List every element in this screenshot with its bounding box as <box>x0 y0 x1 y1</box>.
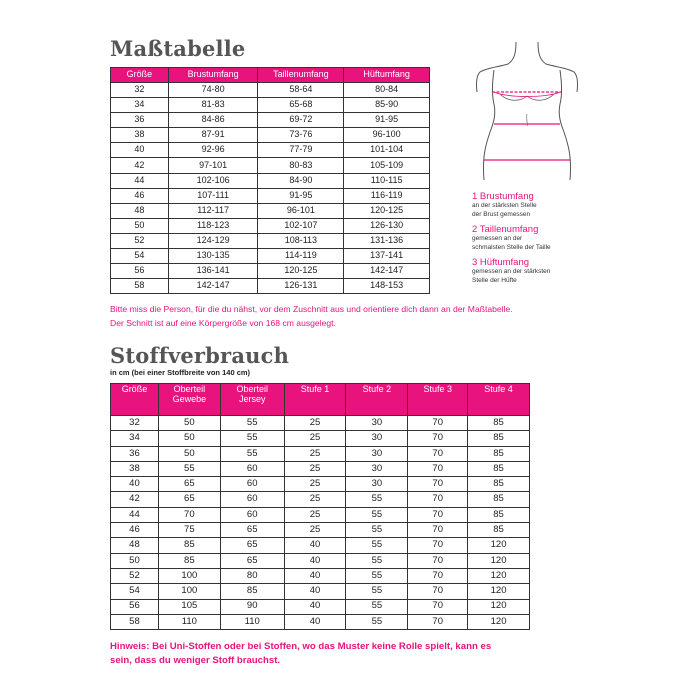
table-cell: 91-95 <box>258 188 344 203</box>
table-cell: 91-95 <box>344 113 430 128</box>
legend-item <box>472 191 602 219</box>
table-cell: 40 <box>284 584 346 599</box>
table-cell: 58 <box>111 614 159 629</box>
table-cell: 40 <box>284 553 346 568</box>
table-cell: 80 <box>220 568 284 583</box>
table-cell: 70 <box>408 584 468 599</box>
mass-header-cell: Größe <box>111 68 169 83</box>
table-cell: 30 <box>346 431 408 446</box>
table-cell: 55 <box>346 507 408 522</box>
table-cell: 70 <box>408 507 468 522</box>
table-cell: 74-80 <box>168 83 258 98</box>
table-cell: 34 <box>111 431 159 446</box>
stoff-header-cell: Stufe 1 <box>284 384 346 416</box>
table-cell: 65-68 <box>258 98 344 113</box>
mass-table-title: Maßtabelle <box>110 36 246 61</box>
table-cell: 120 <box>468 538 530 553</box>
table-cell: 80-83 <box>258 158 344 173</box>
table-cell: 54 <box>111 584 159 599</box>
stoff-header-cell: Stufe 4 <box>468 384 530 416</box>
table-cell: 107-111 <box>168 188 258 203</box>
mass-header-cell: Hüftumfang <box>344 68 430 83</box>
table-cell: 70 <box>408 461 468 476</box>
legend-title: 1 Brustumfang <box>472 191 534 202</box>
table-cell: 85 <box>468 507 530 522</box>
stoff-table-row <box>111 446 530 461</box>
table-cell: 40 <box>284 568 346 583</box>
measurement-note <box>110 302 630 330</box>
table-cell: 25 <box>284 523 346 538</box>
table-cell: 30 <box>346 461 408 476</box>
legend-item <box>472 224 602 252</box>
legend-title: 2 Taillenumfang <box>472 224 539 235</box>
stoff-table-row <box>111 416 530 431</box>
table-cell: 70 <box>408 568 468 583</box>
table-cell: 25 <box>284 431 346 446</box>
table-cell: 42 <box>111 158 169 173</box>
table-cell: 55 <box>346 538 408 553</box>
table-cell: 65 <box>220 538 284 553</box>
table-cell: 32 <box>111 83 169 98</box>
table-cell: 137-141 <box>344 249 430 264</box>
table-cell: 84-86 <box>168 113 258 128</box>
table-cell: 85-90 <box>344 98 430 113</box>
table-cell: 85 <box>158 553 220 568</box>
note-line: Bitte miss die Person, für die du nähst, vor dem Zuschnitt aus und orientiere dich dann an der Maßtabelle. <box>110 304 513 314</box>
table-cell: 116-119 <box>344 188 430 203</box>
stoff-header-cell: Stufe 3 <box>408 384 468 416</box>
table-cell: 112-117 <box>168 203 258 218</box>
table-cell: 85 <box>468 492 530 507</box>
table-cell: 48 <box>111 538 159 553</box>
mass-table-row <box>111 113 430 128</box>
table-cell: 114-119 <box>258 249 344 264</box>
mass-table-row <box>111 203 430 218</box>
table-cell: 142-147 <box>168 279 258 294</box>
table-cell: 70 <box>408 599 468 614</box>
legend-line: gemessen an der stärksten <box>472 268 551 275</box>
legend-title: 3 Hüftumfang <box>472 257 530 268</box>
table-cell: 85 <box>468 461 530 476</box>
table-cell: 25 <box>284 492 346 507</box>
stoff-table-row <box>111 614 530 629</box>
table-cell: 126-130 <box>344 218 430 233</box>
mass-header-cell: Taillenumfang <box>258 68 344 83</box>
table-cell: 75 <box>158 523 220 538</box>
stoff-table-row <box>111 599 530 614</box>
table-cell: 84-90 <box>258 173 344 188</box>
table-cell: 50 <box>158 431 220 446</box>
mass-table-row <box>111 264 430 279</box>
table-cell: 131-136 <box>344 233 430 248</box>
table-cell: 56 <box>111 599 159 614</box>
stoff-table-row <box>111 553 530 568</box>
table-cell: 46 <box>111 188 169 203</box>
table-cell: 44 <box>111 507 159 522</box>
table-cell: 85 <box>468 523 530 538</box>
table-cell: 46 <box>111 523 159 538</box>
body-measurement-figure <box>472 40 582 185</box>
legend-line: an der stärksten Stelle <box>472 202 537 209</box>
table-cell: 148-153 <box>344 279 430 294</box>
table-cell: 34 <box>111 98 169 113</box>
table-cell: 55 <box>346 492 408 507</box>
table-cell: 40 <box>111 143 169 158</box>
table-cell: 25 <box>284 446 346 461</box>
table-cell: 126-131 <box>258 279 344 294</box>
stoff-header-cell: Oberteil Gewebe <box>158 384 220 416</box>
table-cell: 55 <box>220 446 284 461</box>
table-cell: 50 <box>158 446 220 461</box>
table-cell: 136-141 <box>168 264 258 279</box>
table-cell: 60 <box>220 492 284 507</box>
table-cell: 70 <box>408 431 468 446</box>
table-cell: 73-76 <box>258 128 344 143</box>
table-cell: 60 <box>220 507 284 522</box>
hint-line: sein, dass du weniger Stoff brauchst. <box>110 655 281 666</box>
table-cell: 50 <box>111 553 159 568</box>
table-cell: 85 <box>468 446 530 461</box>
table-cell: 42 <box>111 492 159 507</box>
table-cell: 110 <box>220 614 284 629</box>
table-cell: 105-109 <box>344 158 430 173</box>
table-cell: 56 <box>111 264 169 279</box>
note-line: Der Schnitt ist auf eine Körpergröße von 168 cm ausgelegt. <box>110 318 336 328</box>
table-cell: 120 <box>468 614 530 629</box>
table-cell: 81-83 <box>168 98 258 113</box>
table-cell: 70 <box>408 492 468 507</box>
table-cell: 100 <box>158 584 220 599</box>
table-cell: 25 <box>284 507 346 522</box>
table-cell: 70 <box>408 477 468 492</box>
table-cell: 120 <box>468 568 530 583</box>
table-cell: 96-101 <box>258 203 344 218</box>
table-cell: 58-64 <box>258 83 344 98</box>
table-cell: 85 <box>220 584 284 599</box>
table-cell: 69-72 <box>258 113 344 128</box>
legend-line: der Brust gemessen <box>472 210 531 218</box>
mass-table-row <box>111 173 430 188</box>
stoff-table-body <box>111 416 530 630</box>
table-cell: 70 <box>408 614 468 629</box>
table-cell: 55 <box>346 523 408 538</box>
legend-line: schmalsten Stelle der Taille <box>472 243 551 251</box>
table-cell: 40 <box>111 477 159 492</box>
table-cell: 25 <box>284 416 346 431</box>
stoff-table-title: Stoffverbrauch <box>110 343 290 368</box>
table-cell: 70 <box>408 416 468 431</box>
table-cell: 30 <box>346 477 408 492</box>
table-cell: 65 <box>220 553 284 568</box>
table-cell: 58 <box>111 279 169 294</box>
table-cell: 44 <box>111 173 169 188</box>
mass-table-row <box>111 188 430 203</box>
table-cell: 120 <box>468 553 530 568</box>
table-cell: 60 <box>220 477 284 492</box>
table-cell: 96-100 <box>344 128 430 143</box>
measurement-legend <box>472 191 602 285</box>
table-cell: 55 <box>346 614 408 629</box>
table-cell: 40 <box>284 599 346 614</box>
legend-line: Stelle der Hüfte <box>472 276 517 284</box>
stoff-subtitle: in cm (bei einer Stoffbreite von 140 cm) <box>110 368 251 377</box>
table-cell: 124-129 <box>168 233 258 248</box>
table-cell: 55 <box>346 584 408 599</box>
table-cell: 92-96 <box>168 143 258 158</box>
table-cell: 85 <box>468 416 530 431</box>
table-cell: 80-84 <box>344 83 430 98</box>
table-cell: 55 <box>220 431 284 446</box>
table-cell: 32 <box>111 416 159 431</box>
table-cell: 65 <box>158 492 220 507</box>
mass-table-header-row <box>111 68 430 83</box>
mass-table-row <box>111 128 430 143</box>
table-cell: 70 <box>408 538 468 553</box>
stoff-table-header-row <box>111 384 530 416</box>
table-cell: 40 <box>284 538 346 553</box>
table-cell: 130-135 <box>168 249 258 264</box>
table-cell: 36 <box>111 446 159 461</box>
table-cell: 120-125 <box>344 203 430 218</box>
table-cell: 70 <box>408 446 468 461</box>
table-cell: 50 <box>158 416 220 431</box>
table-cell: 25 <box>284 477 346 492</box>
stoff-header-cell: Stufe 2 <box>346 384 408 416</box>
stoff-table-row <box>111 477 530 492</box>
table-cell: 70 <box>408 553 468 568</box>
table-cell: 38 <box>111 461 159 476</box>
table-cell: 48 <box>111 203 169 218</box>
table-cell: 105 <box>158 599 220 614</box>
stoff-table-row <box>111 568 530 583</box>
table-cell: 87-91 <box>168 128 258 143</box>
legend-item <box>472 257 602 285</box>
legend-line: gemessen an der <box>472 235 523 242</box>
table-cell: 55 <box>346 553 408 568</box>
stoff-table-row <box>111 538 530 553</box>
hint-line: Hinweis: Bei Uni-Stoffen oder bei Stoffen, wo das Muster keine Rolle spielt, kann es <box>110 641 492 652</box>
mass-header-cell: Brustumfang <box>168 68 258 83</box>
stoff-table-row <box>111 523 530 538</box>
table-cell: 85 <box>468 477 530 492</box>
table-cell: 97-101 <box>168 158 258 173</box>
table-cell: 55 <box>220 416 284 431</box>
table-cell: 85 <box>158 538 220 553</box>
mass-table-row <box>111 279 430 294</box>
table-cell: 52 <box>111 568 159 583</box>
table-cell: 25 <box>284 461 346 476</box>
table-cell: 110-115 <box>344 173 430 188</box>
table-cell: 108-113 <box>258 233 344 248</box>
table-cell: 65 <box>158 477 220 492</box>
table-cell: 50 <box>111 218 169 233</box>
mass-table-row <box>111 143 430 158</box>
table-cell: 70 <box>408 523 468 538</box>
fabric-hint <box>110 640 650 668</box>
mass-table-row <box>111 98 430 113</box>
mass-table-row <box>111 233 430 248</box>
table-cell: 54 <box>111 249 169 264</box>
stoff-table-row <box>111 431 530 446</box>
table-cell: 90 <box>220 599 284 614</box>
table-cell: 36 <box>111 113 169 128</box>
table-cell: 142-147 <box>344 264 430 279</box>
table-cell: 102-106 <box>168 173 258 188</box>
mass-table-row <box>111 158 430 173</box>
table-cell: 55 <box>346 568 408 583</box>
table-cell: 118-123 <box>168 218 258 233</box>
mass-table-row <box>111 83 430 98</box>
table-cell: 30 <box>346 446 408 461</box>
mass-table <box>110 67 430 294</box>
table-cell: 120 <box>468 584 530 599</box>
table-cell: 85 <box>468 431 530 446</box>
mass-table-body <box>111 83 430 294</box>
table-cell: 110 <box>158 614 220 629</box>
stoff-table-row <box>111 584 530 599</box>
table-cell: 30 <box>346 416 408 431</box>
stoff-table-row <box>111 492 530 507</box>
stoff-header-cell: Oberteil Jersey <box>220 384 284 416</box>
table-cell: 65 <box>220 523 284 538</box>
table-cell: 100 <box>158 568 220 583</box>
table-cell: 55 <box>158 461 220 476</box>
table-cell: 120-125 <box>258 264 344 279</box>
table-cell: 70 <box>158 507 220 522</box>
stoff-header-cell: Größe <box>111 384 159 416</box>
table-cell: 38 <box>111 128 169 143</box>
stoff-table-row <box>111 461 530 476</box>
table-cell: 60 <box>220 461 284 476</box>
table-cell: 101-104 <box>344 143 430 158</box>
table-cell: 120 <box>468 599 530 614</box>
stoff-table-row <box>111 507 530 522</box>
stoff-table <box>110 383 530 630</box>
table-cell: 52 <box>111 233 169 248</box>
mass-table-row <box>111 218 430 233</box>
table-cell: 55 <box>346 599 408 614</box>
table-cell: 40 <box>284 614 346 629</box>
mass-table-row <box>111 249 430 264</box>
table-cell: 102-107 <box>258 218 344 233</box>
table-cell: 77-79 <box>258 143 344 158</box>
